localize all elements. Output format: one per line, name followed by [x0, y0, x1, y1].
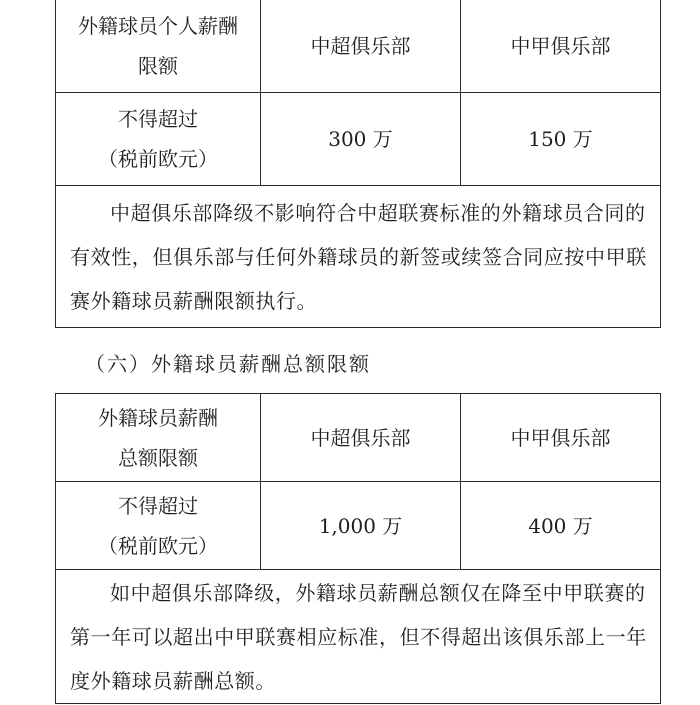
header-label-cell: [56, 0, 261, 93]
value-csl: 1,000 万: [261, 482, 461, 570]
value-league-one: 150 万: [461, 93, 661, 186]
value-csl: 300 万: [261, 93, 461, 186]
column-header-league-one: 中甲俱乐部: [461, 0, 661, 93]
row-label-line2: （税前欧元）: [98, 147, 218, 171]
row-label-line1: 不得超过: [118, 493, 198, 518]
value-league-one: 400 万: [461, 482, 661, 570]
header-label-line1: 外籍球员个人薪酬: [78, 13, 238, 38]
note-text: 中超俱乐部降级不影响符合中超联赛标准的外籍球员合同的有效性，但俱乐部与任何外籍球员的新签或续签合同应按中甲联赛外籍球员薪酬限额执行。: [70, 200, 647, 313]
note-row: [56, 186, 661, 328]
note-cell: [56, 570, 661, 704]
note-text: 如中超俱乐部降级，外籍球员薪酬总额仅在降至中甲联赛的第一年可以超出中甲联赛相应标准，但不得超出该俱乐部上一年度外籍球员薪酬总额。: [70, 580, 647, 693]
note-cell: [56, 186, 661, 328]
header-label-cell: [56, 394, 261, 482]
table-row: [56, 482, 661, 570]
header-label-line2: 总额限额: [118, 445, 198, 470]
note-row: [56, 570, 661, 704]
table-row: [56, 93, 661, 186]
salary-cap-table-total: [55, 393, 661, 704]
table-header-row: [56, 394, 661, 482]
row-label-cell: [56, 482, 261, 570]
section-heading: （六）外籍球员薪酬总额限额: [85, 352, 371, 376]
column-header-csl: 中超俱乐部: [261, 0, 461, 93]
column-header-csl: 中超俱乐部: [261, 394, 461, 482]
table-header-row: [56, 0, 661, 93]
salary-cap-table-individual: [55, 0, 661, 328]
row-label-cell: [56, 93, 261, 186]
column-header-league-one: 中甲俱乐部: [461, 394, 661, 482]
row-label-line1: 不得超过: [118, 107, 198, 131]
header-label-line2: 限额: [138, 53, 178, 78]
header-label-line1: 外籍球员薪酬: [98, 405, 218, 430]
row-label-line2: （税前欧元）: [98, 533, 218, 558]
